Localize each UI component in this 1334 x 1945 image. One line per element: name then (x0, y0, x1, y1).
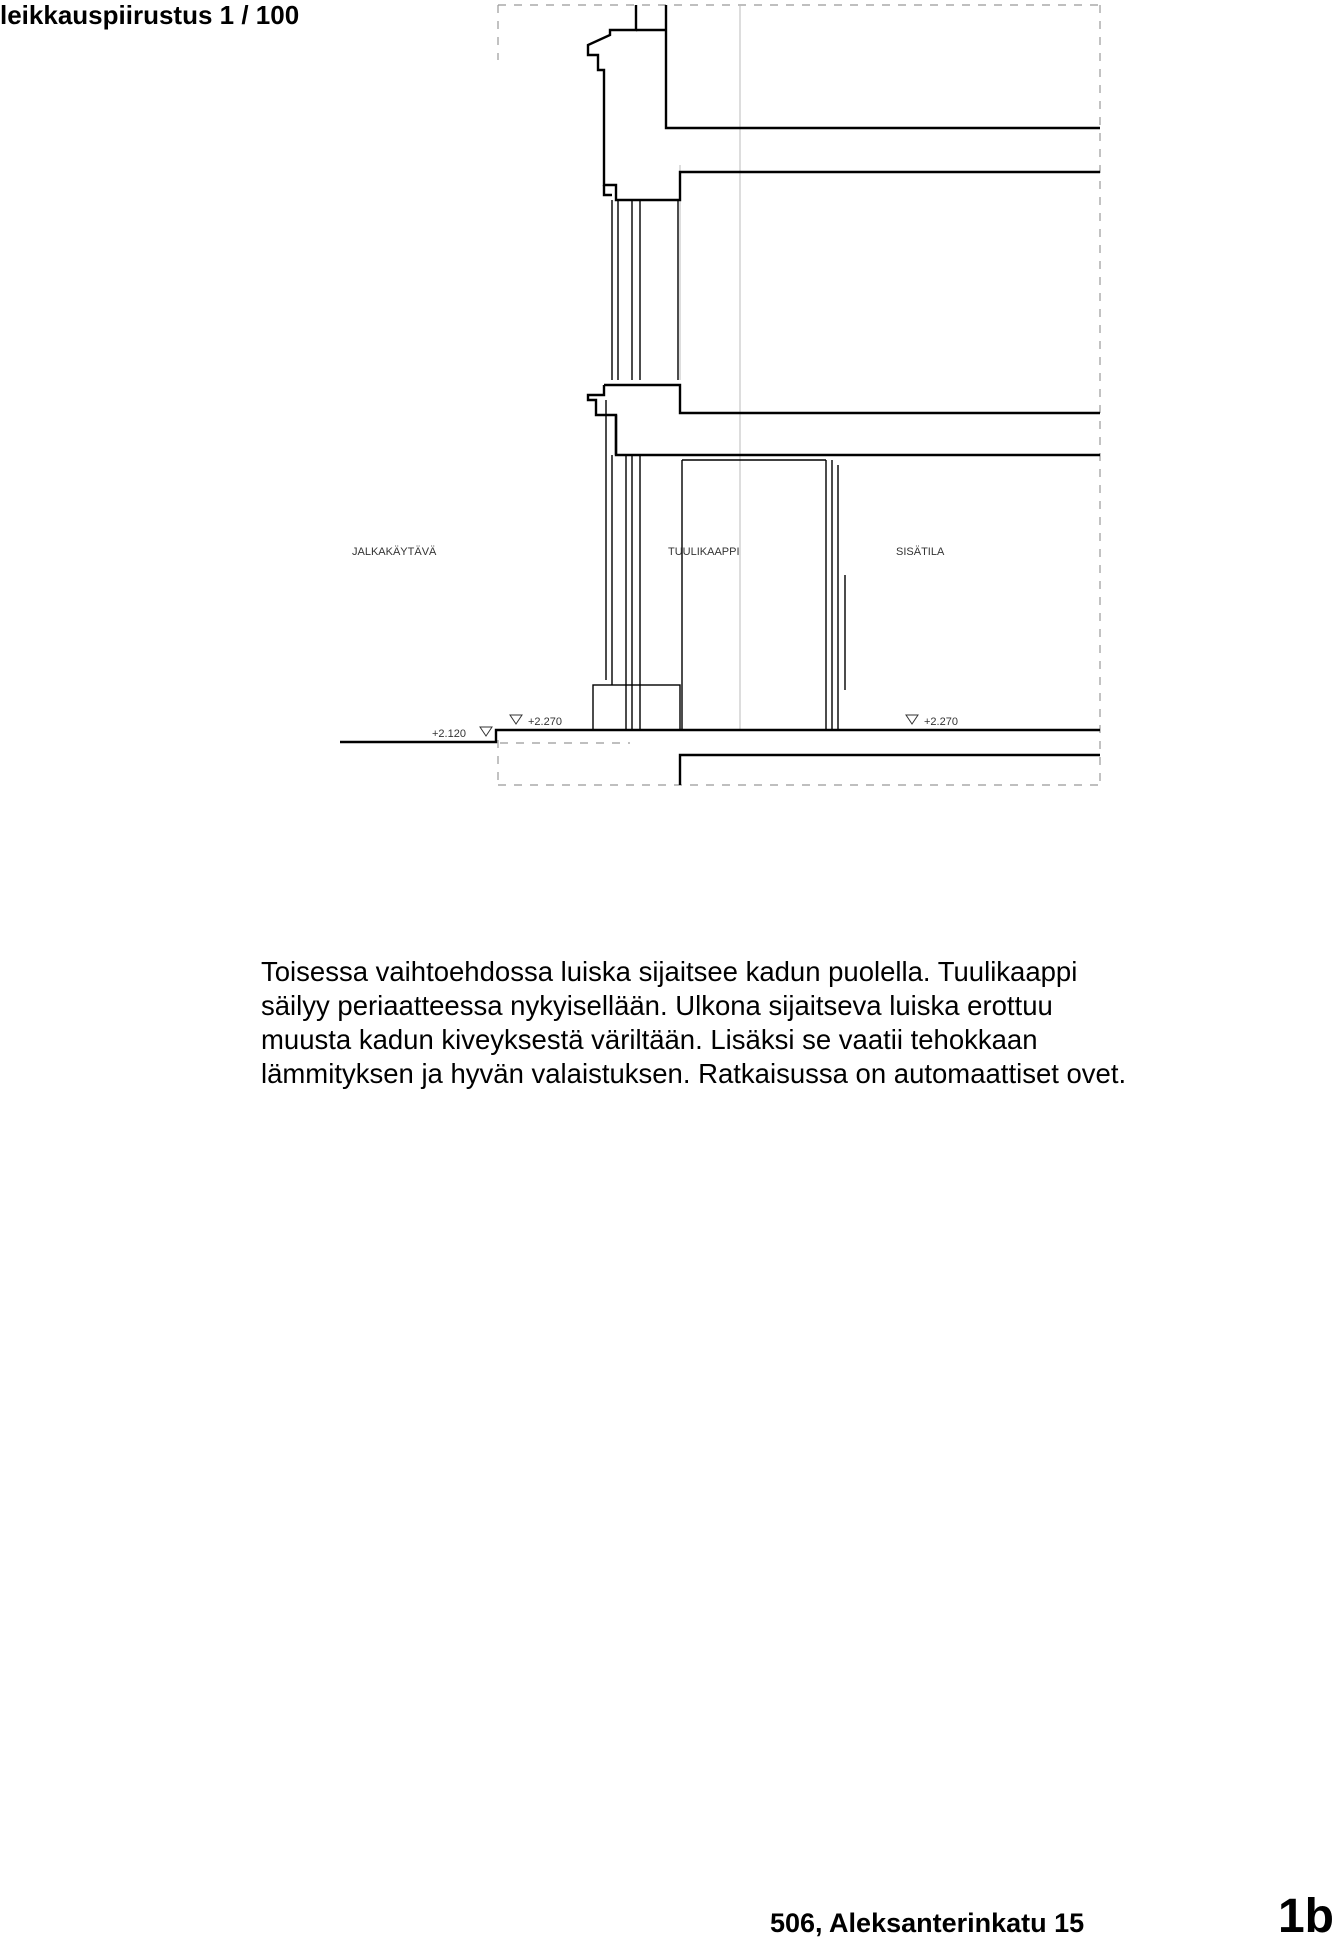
window-frame (612, 200, 678, 380)
grid-lines (680, 5, 740, 730)
room-label-vestibule: TUULIKAAPPI (668, 546, 740, 558)
level-entrance: +2.270 (528, 716, 562, 728)
description-paragraph (261, 955, 1261, 1091)
section-drawing-svg (0, 0, 1334, 800)
page-number: 1b (1277, 1890, 1334, 1943)
floor-slab (588, 385, 1100, 455)
room-label-interior: SISÄTILA (896, 546, 945, 558)
description-line: säilyy periaatteessa nykyisellään. Ulkona sijaitseva luiska erottuu (261, 990, 1053, 1021)
description-line: Toisessa vaihtoehdossa luiska sijaitsee kadun puolella. Tuulikaappi (261, 956, 1078, 987)
level-interior: +2.270 (924, 716, 958, 728)
footer-project: 506, Aleksanterinkatu 15 (770, 1908, 1085, 1938)
drawing-title: leikkauspiirustus 1 / 100 (0, 0, 300, 30)
ground-floor-walls (593, 400, 845, 730)
level-street: +2.120 (432, 728, 466, 740)
description-line: muusta kadun kiveyksestä väriltään. Lisäksi se vaatii tehokkaan (261, 1024, 1038, 1055)
room-label-sidewalk: JALKAKÄYTÄVÄ (352, 546, 437, 558)
description-line: lämmityksen ja hyvän valaistuksen. Ratkaisussa on automaattiset ovet. (261, 1058, 1127, 1089)
facade-profile (588, 5, 1100, 200)
section-drawing (0, 0, 1334, 800)
